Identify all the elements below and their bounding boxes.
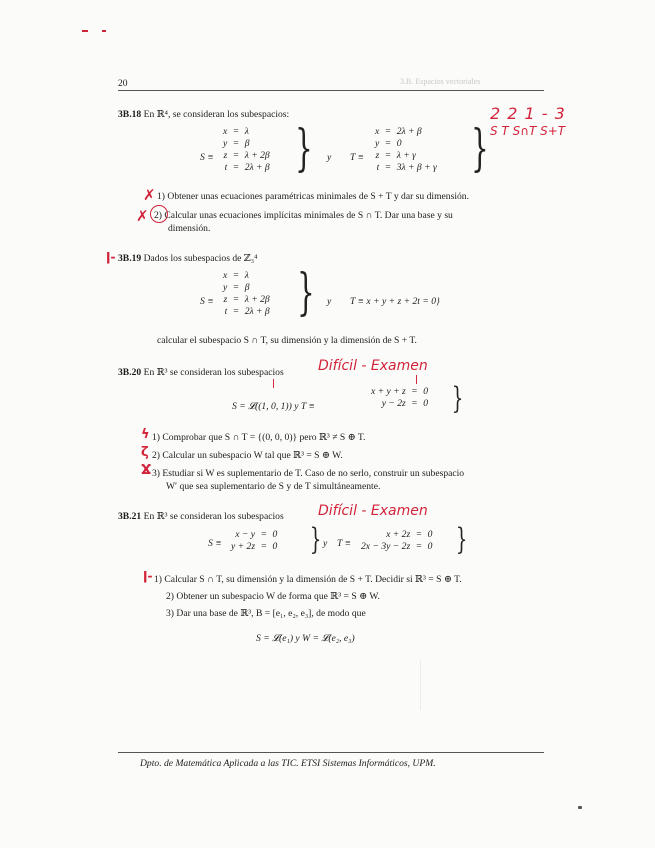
equation-row: z = λ + 2β (223, 150, 270, 161)
equation-row: t = 2λ + β (224, 306, 270, 317)
handwritten-tick-mark: ǀ (272, 378, 275, 389)
handwritten-difficulty-note: Difícil - Examen (318, 358, 428, 374)
problem-closing: calcular el subespacio S ∩ T, su dimensión y la dimensión de S + T. (157, 335, 417, 346)
t-label: T ≡ (350, 152, 365, 163)
equation-row: x = 2λ + β (375, 126, 422, 137)
problem-3b21-heading (118, 510, 284, 523)
list-item: 1) Calcular S ∩ T, su dimensión y la dimensión de S + T. Decidir si ℝ³ = S ⊕ T. (154, 574, 462, 585)
t-equation: T ≡ x + y + z + 2t = 0} (350, 296, 440, 307)
handwritten-difficulty-note: Difícil - Examen (318, 503, 428, 519)
equation-row: y − 2z = 0 (381, 398, 429, 409)
problem-label: 3B.20 (118, 367, 142, 378)
equation-row: x = λ (223, 270, 249, 281)
right-brace-icon: } (297, 263, 315, 321)
list-item-continuation: W′ que sea suplementario de S y de T simultáneamente. (166, 481, 381, 492)
equation-row: y + 2z = 0 (231, 541, 278, 552)
dash-mark-icon: ǀ- (106, 250, 116, 264)
s-label: S ≡ (200, 296, 214, 307)
header-ghost-text: 3.B. Espacios vectoriales (400, 77, 481, 86)
equation-row: z = λ + 2β (223, 294, 270, 305)
conjunction-y: y (327, 296, 332, 307)
list-item: 3) Dar una base de ℝ³, B = [e₁, e₂, e₃], de modo que (166, 608, 366, 619)
equation-row: 2x − 3y − 2z = 0 (361, 541, 433, 552)
conjunction-y: y (327, 152, 332, 163)
footer-text: Dpto. de Matemática Aplicada a las TIC. ETSI Sistemas Informáticos, UPM. (140, 758, 436, 769)
problem-intro: Dados los subespacios de ℤ₃⁴ (143, 253, 258, 264)
s-system (220, 270, 273, 318)
check-mark-icon: ǀ- (143, 569, 153, 583)
problem-label: 3B.21 (118, 511, 142, 522)
right-brace-icon: } (451, 381, 464, 416)
s-t-definition: S = 𝓛((1, 0, 1)) y T ≡ (232, 401, 315, 412)
conjunction-y: y (323, 538, 328, 549)
right-brace-icon: } (471, 119, 489, 177)
t-system (372, 126, 440, 174)
s-label: S ≡ (200, 152, 214, 163)
scan-mark (578, 806, 582, 809)
right-brace-icon: } (295, 119, 313, 177)
s-system (228, 529, 280, 553)
footer-rule (118, 752, 544, 753)
check-mark-icon: ✗ (136, 207, 149, 225)
equation-row: y = β (223, 138, 250, 149)
problem-intro: En ℝ⁴, se consideran los subespacios: (143, 109, 290, 120)
equation-row: y = β (223, 282, 250, 293)
header-rule (118, 90, 544, 91)
equation-row: x + 2z = 0 (386, 529, 433, 540)
check-mark-icon: ✗ (143, 186, 156, 204)
t-label: T ≡ (337, 538, 352, 549)
check-mark-icon: ϟ (141, 427, 150, 442)
handwritten-subspaces-note: S T S∩T S+T (490, 124, 566, 138)
handwritten-dimensions-note: 2 2 1 - 3 (490, 104, 566, 123)
equation-row: t = 3λ + β + γ (376, 162, 437, 173)
bleed-through-shadow (420, 660, 521, 710)
list-item: 2) Obtener un subespacio W de forma que ℝ³ = S ⊕ W. (166, 591, 380, 602)
equation-row: t = 2λ + β (224, 162, 270, 173)
equation-row: y = 0 (375, 138, 402, 149)
t-system (368, 386, 431, 410)
s-system (220, 126, 273, 174)
right-brace-icon: } (455, 522, 468, 557)
equation-row: z = λ + γ (375, 150, 416, 161)
problem-label: 3B.18 (118, 109, 142, 120)
list-item: 1) Comprobar que S ∩ T = {(0, 0, 0)} pero ℝ³ ≠ S ⊕ T. (152, 432, 366, 443)
s-label: S ≡ (208, 538, 222, 549)
problem-intro: En ℝ³ se consideran los subespacios (143, 367, 284, 378)
scan-mark (82, 30, 88, 32)
basis-equation: S = 𝓛(e₁) y W = 𝓛(e₂, e₃) (256, 633, 355, 644)
problem-3b19-heading (118, 252, 258, 265)
scan-mark (102, 30, 106, 32)
list-item: 1) Obtener unas ecuaciones paramétricas minimales de S + T y dar su dimensión. (157, 191, 469, 202)
problem-intro: En ℝ³ se consideran los subespacios (143, 511, 284, 522)
list-item-continuation: dimensión. (168, 223, 211, 234)
problem-label: 3B.19 (118, 253, 142, 264)
check-mark-icon: ζ (141, 445, 149, 460)
check-mark-icon: Ϫ (141, 463, 152, 478)
equation-row: x − y = 0 (235, 529, 278, 540)
problem-3b18-heading (118, 108, 289, 121)
list-item: 2) Calcular unas ecuaciones implícitas minimales de S ∩ T. Dar una base y su (154, 210, 453, 221)
list-item: 2) Calcular un subespacio W tal que ℝ³ = S ⊕ W. (152, 450, 343, 461)
t-system (358, 529, 435, 553)
page-number: 20 (118, 78, 128, 89)
problem-3b20-heading (118, 366, 284, 379)
list-item: 3) Estudiar si W es suplementario de T. Caso de no serlo, construir un subespacio (152, 468, 465, 479)
handwritten-tick-mark: ǀ (415, 374, 418, 385)
equation-row: x + y + z = 0 (371, 386, 429, 397)
right-brace-icon: } (309, 522, 322, 557)
equation-row: x = λ (223, 126, 249, 137)
